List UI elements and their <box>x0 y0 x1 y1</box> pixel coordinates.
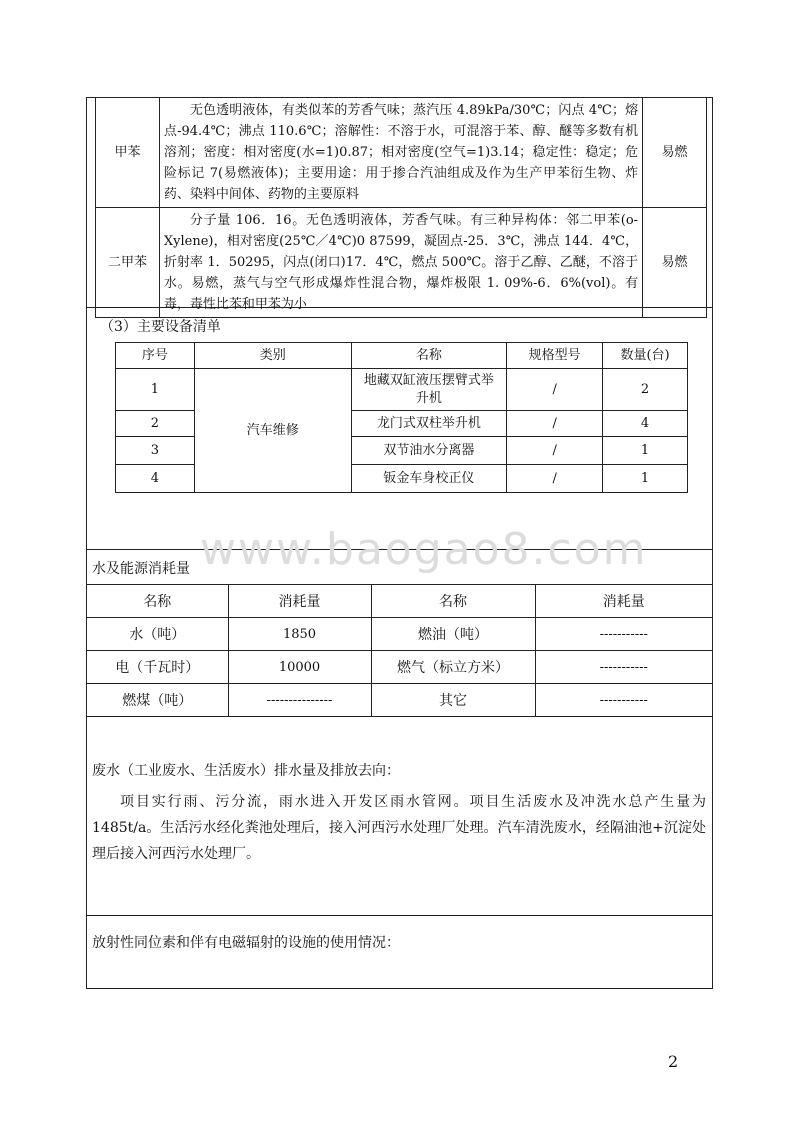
row-number: 1 <box>116 369 195 411</box>
resource-amount: --------------- <box>228 684 371 717</box>
equipment-spec: / <box>507 437 603 465</box>
wastewater-title: 废水（工业废水、生活废水）排水量及排放去向： <box>92 763 400 779</box>
chemical-description: 分子量 106．16。无色透明液体，芳香气味。有三种异构体：邻二甲苯(o-Xylene)，相对密度(25℃／4℃)0 87599，凝固点-25．3℃，沸点 144．4℃，折射率 1．50295，闪点(闭口)17．4℃，燃点 500℃。溶于乙醇、乙醚，不溶于水。易燃，蒸气与空气形成爆炸性混合物，爆炸极限 1. 09%-6．6%(vol)。有毒，毒性比苯和甲苯为小 <box>159 208 642 318</box>
equipment-name: 双节油水分离器 <box>351 437 507 465</box>
equipment-table <box>115 342 688 493</box>
energy-table <box>87 584 712 717</box>
radiation-title: 放射性同位素和伴有电磁辐射的设施的使用情况： <box>92 935 400 951</box>
row-number: 3 <box>116 437 195 465</box>
resource-amount: ----------- <box>535 651 712 684</box>
equipment-qty: 1 <box>603 437 688 465</box>
resource-amount: 10000 <box>228 651 371 684</box>
row-number: 2 <box>116 411 195 437</box>
wastewater-text: 项目实行雨、污分流，雨水进入开发区雨水管网。项目生活废水及冲洗水总产生量为 1485t/a。生活污水经化粪池处理后，接入河西污水处理厂处理。汽车清洗废水，经隔油池+沉淀处理后接入河西污水处理厂。 <box>92 794 706 862</box>
resource-name: 燃油（吨） <box>371 618 535 651</box>
resource-name: 燃气（标立方米） <box>371 651 535 684</box>
watermark: www.baogao8.com <box>200 524 648 575</box>
resource-name: 电（千瓦时） <box>87 651 228 684</box>
chemical-hazard: 易燃 <box>643 208 707 318</box>
resource-name: 燃煤（吨） <box>87 684 228 717</box>
column-header: 名称 <box>87 585 228 618</box>
column-header: 规格型号 <box>507 343 603 369</box>
table-header-row <box>116 343 688 369</box>
table-row <box>96 208 707 318</box>
table-header-row <box>87 585 712 618</box>
resource-amount: ----------- <box>535 618 712 651</box>
column-header: 消耗量 <box>535 585 712 618</box>
equipment-name: 钣金车身校正仪 <box>351 465 507 493</box>
resource-name: 水（吨） <box>87 618 228 651</box>
divider <box>87 915 712 916</box>
equipment-spec: / <box>507 411 603 437</box>
chemical-properties-table <box>95 97 707 318</box>
table-row <box>116 369 688 411</box>
column-header: 名称 <box>371 585 535 618</box>
equipment-qty: 4 <box>603 411 688 437</box>
column-header: 数量(台) <box>603 343 688 369</box>
chemical-name: 甲苯 <box>96 98 160 208</box>
row-number: 4 <box>116 465 195 493</box>
chemical-description: 无色透明液体，有类似苯的芳香气味；蒸汽压 4.89kPa/30℃；闪点 4℃；熔点-94.4℃；沸点 110.6℃；溶解性：不溶于水，可混溶于苯、醇、醚等多数有机溶剂；密度：相对密度(水=1)0.87；相对密度(空气=1)3.14；稳定性：稳定；危险标记 7(易燃液体)；主要用途：用于掺合汽油组成及作为生产甲苯衍生物、炸药、染料中间体、药物的主要原料 <box>159 98 642 208</box>
table-row <box>96 98 707 208</box>
equipment-qty: 1 <box>603 465 688 493</box>
chemical-hazard: 易燃 <box>643 98 707 208</box>
table-row <box>87 684 712 717</box>
column-header: 名称 <box>351 343 507 369</box>
equipment-spec: / <box>507 369 603 411</box>
column-header: 类别 <box>194 343 351 369</box>
chemical-name: 二甲苯 <box>96 208 160 318</box>
resource-amount: ----------- <box>535 684 712 717</box>
equipment-spec: / <box>507 465 603 493</box>
table-row <box>87 618 712 651</box>
equipment-name: 地藏双缸液压摆臂式举升机 <box>351 369 507 411</box>
resource-name: 其它 <box>371 684 535 717</box>
equipment-qty: 2 <box>603 369 688 411</box>
column-header: 消耗量 <box>228 585 371 618</box>
equipment-name: 龙门式双柱举升机 <box>351 411 507 437</box>
column-header: 序号 <box>116 343 195 369</box>
page-number: 2 <box>668 1052 679 1071</box>
equipment-category: 汽车维修 <box>194 369 351 493</box>
resource-amount: 1850 <box>228 618 371 651</box>
energy-title: 水及能源消耗量 <box>92 561 190 577</box>
equipment-heading: （3）主要设备清单 <box>100 319 221 335</box>
table-row <box>87 651 712 684</box>
